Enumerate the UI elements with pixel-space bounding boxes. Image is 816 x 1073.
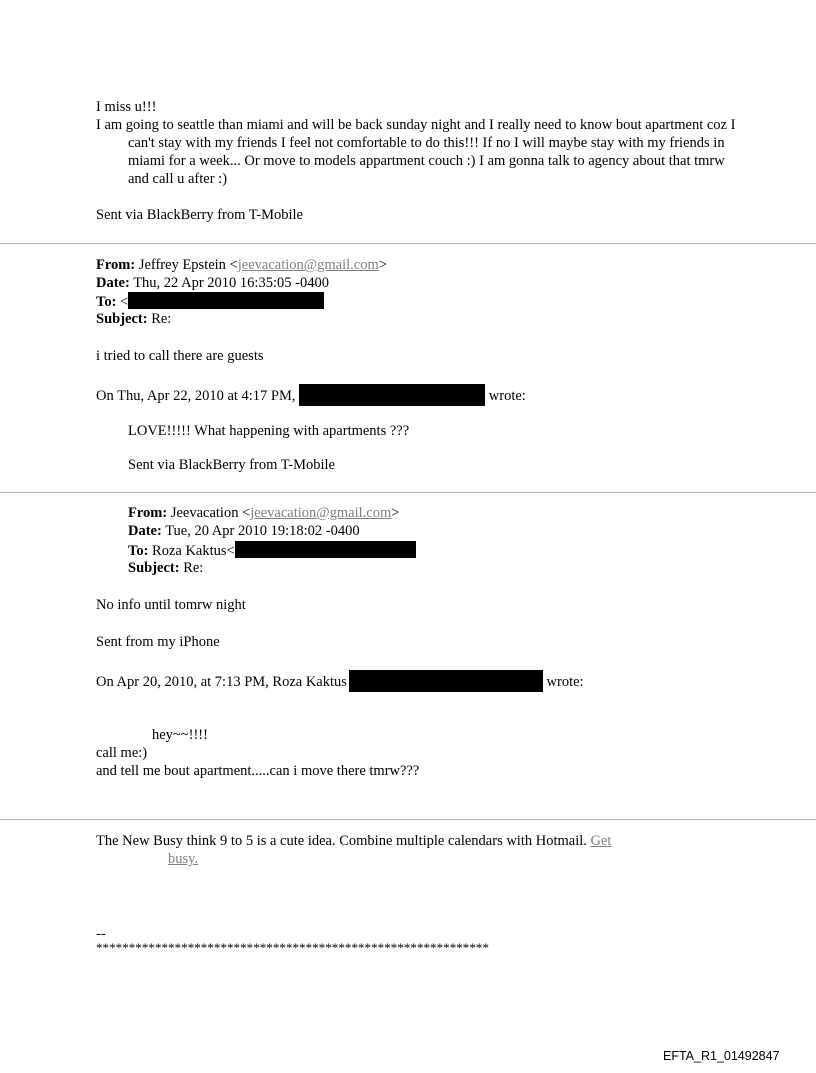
header-date-line xyxy=(96,274,329,292)
quote-intro-line xyxy=(96,384,526,406)
from-close: > xyxy=(391,505,400,521)
quoted-tell: and tell me bout apartment.....can i move there tmrw??? xyxy=(96,763,420,779)
date-label: Date: xyxy=(96,275,130,291)
to-label: To: xyxy=(128,543,149,559)
ad-link-busy xyxy=(168,850,198,868)
subject-label: Subject: xyxy=(128,560,180,576)
ad-text: The New Busy think 9 to 5 is a cute idea. Combine multiple calendars with Hotmail. xyxy=(96,833,587,849)
quoted-call: call me:) xyxy=(96,745,148,761)
separator-rule xyxy=(0,819,816,820)
quote-wrote: wrote: xyxy=(546,674,584,690)
redaction-block xyxy=(128,292,324,309)
subject-value: Re: xyxy=(183,560,204,576)
document-id: EFTA_R1_01492847 xyxy=(663,1049,780,1063)
quote-wrote: wrote: xyxy=(488,388,526,404)
header-date-line xyxy=(128,522,360,540)
quote-intro: On Apr 20, 2010, at 7:13 PM, Roza Kaktus xyxy=(96,674,347,690)
header-from-line xyxy=(96,256,387,274)
to-value: Roza Kaktus< xyxy=(152,543,235,559)
header-subject-line xyxy=(128,559,203,577)
from-label: From: xyxy=(128,505,168,521)
sig-dashes: -- xyxy=(96,926,106,942)
from-close: > xyxy=(378,257,387,273)
subject-value: Re: xyxy=(151,311,172,327)
header-to-line xyxy=(96,292,324,311)
separator-rule xyxy=(0,492,816,493)
quote-intro: On Thu, Apr 22, 2010 at 4:17 PM, xyxy=(96,388,296,404)
to-label: To: xyxy=(96,294,117,310)
ad-line xyxy=(96,832,611,850)
date-value: Tue, 20 Apr 2010 19:18:02 -0400 xyxy=(165,523,360,539)
quoted-hey: hey~~!!!! xyxy=(152,727,208,743)
from-name: Jeffrey Epstein < xyxy=(138,257,238,273)
ad-link-busy-text[interactable]: busy. xyxy=(168,851,199,867)
header-from-line xyxy=(128,504,399,522)
message-body: i tried to call there are guests xyxy=(96,348,264,364)
ad-link-get[interactable]: Get xyxy=(590,833,612,849)
from-name: Jeevacation < xyxy=(170,505,251,521)
subject-label: Subject: xyxy=(96,311,148,327)
quote-intro-line xyxy=(96,670,584,692)
header-to-line xyxy=(128,541,416,560)
message-signature: Sent from my iPhone xyxy=(96,634,220,650)
from-label: From: xyxy=(96,257,136,273)
to-prefix: < xyxy=(120,294,129,310)
from-email-link[interactable]: jeevacation@gmail.com xyxy=(237,257,379,273)
separator-rule xyxy=(0,243,816,244)
message-body: No info until tomrw night xyxy=(96,597,246,613)
sig-stars: ************************************************************ xyxy=(96,940,489,955)
date-value: Thu, 22 Apr 2010 16:35:05 -0400 xyxy=(133,275,329,291)
quoted-line: LOVE!!!!! What happening with apartments ??? xyxy=(128,423,410,439)
quoted-signature: Sent via BlackBerry from T-Mobile xyxy=(128,457,335,473)
redaction-block xyxy=(299,384,485,406)
redaction-block xyxy=(349,670,543,692)
message-greeting: I miss u!!! xyxy=(96,99,157,115)
header-subject-line xyxy=(96,310,171,328)
message-signature: Sent via BlackBerry from T-Mobile xyxy=(96,207,303,223)
message-body: I am going to seattle than miami and will be back sunday night and I really need to know bout apartment coz I can't stay with my friends I feel not comfortable to do this!!! If no I will maybe stay with my friends in miami for a week... Or move to models appartment couch :) I am gonna talk to agency about that tmrw and call u after :) xyxy=(96,117,736,187)
from-email-link[interactable]: jeevacation@gmail.com xyxy=(250,505,392,521)
date-label: Date: xyxy=(128,523,162,539)
redaction-block xyxy=(235,541,416,558)
